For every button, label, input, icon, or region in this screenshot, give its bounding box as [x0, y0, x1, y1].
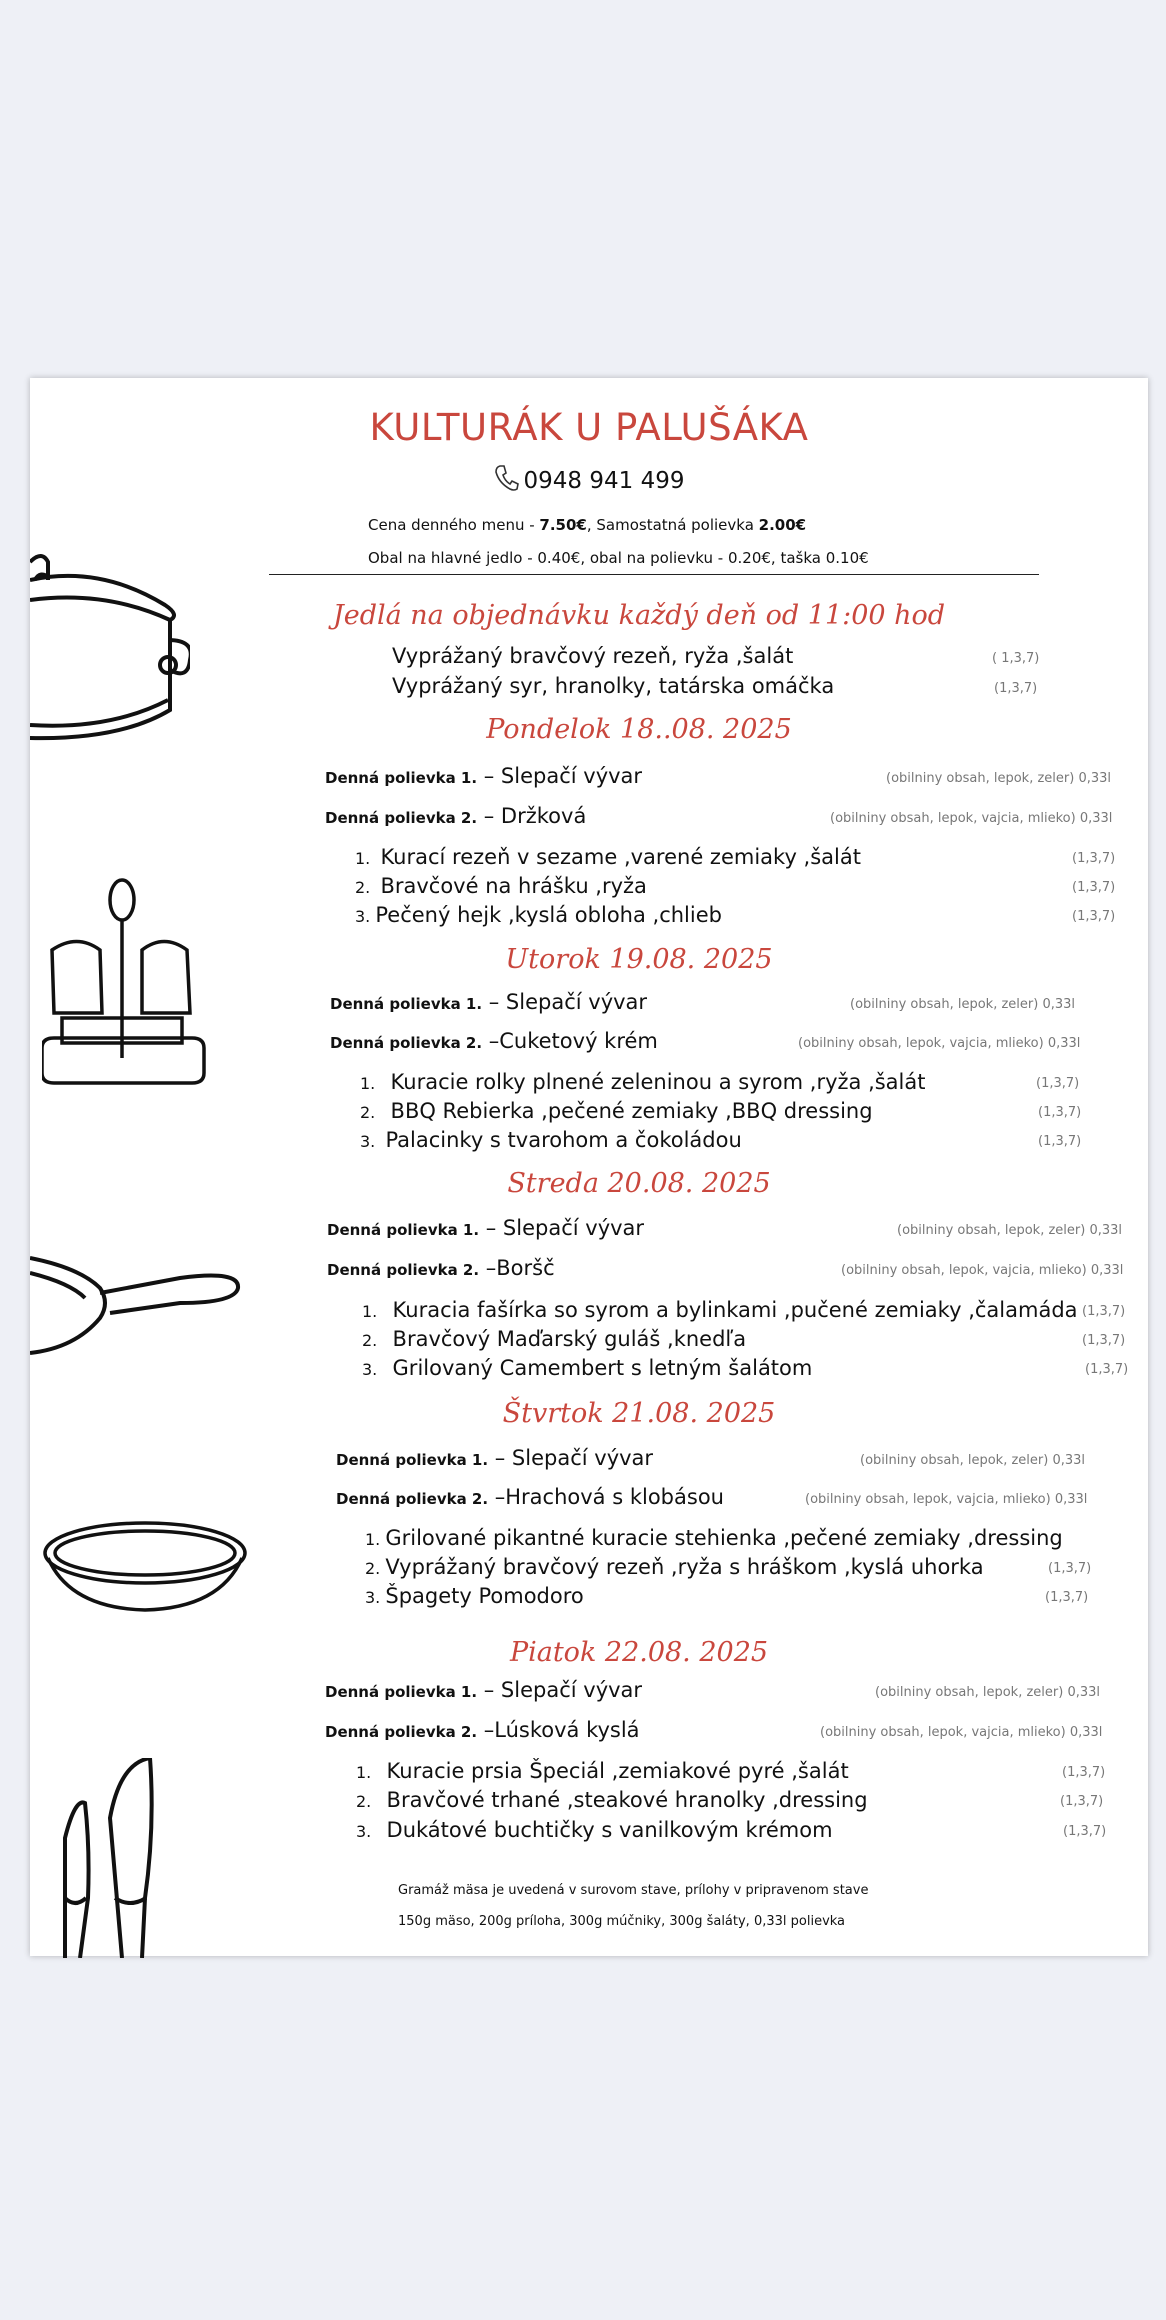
soup-sep: –	[477, 1718, 495, 1742]
main-row	[365, 1584, 584, 1608]
main-number: 3.	[365, 1588, 381, 1607]
soup-name: Slepačí vývar	[505, 990, 648, 1014]
soup-name: Hrachová s klobásou	[505, 1485, 724, 1509]
order-heading: Jedlá na objednávku každý deň od 11:00 hod	[332, 600, 946, 631]
soup-row	[325, 1718, 640, 1742]
soup-sep: –	[479, 1256, 497, 1280]
main-name: Pečený hejk ,kyslá obloha ,chlieb	[375, 903, 722, 927]
soup-label: Denná polievka 2.	[325, 809, 478, 827]
soup-row	[327, 1216, 644, 1240]
main-allergens: (1,3,7)	[1062, 1765, 1106, 1780]
soup-label: Denná polievka 2.	[327, 1261, 480, 1279]
phone-icon	[494, 464, 520, 492]
day-heading-tuesday: Utorok 19.08. 2025	[505, 944, 773, 975]
main-row	[360, 1128, 742, 1152]
main-row	[355, 903, 722, 927]
main-number: 1.	[356, 1763, 372, 1782]
main-allergens: (1,3,7)	[1038, 1134, 1082, 1149]
order-item-allergens: ( 1,3,7)	[992, 651, 1040, 666]
main-allergens: (1,3,7)	[1038, 1105, 1082, 1120]
soup-allergens: (obilniny obsah, lepok, zeler) 0,33l	[860, 1453, 1086, 1468]
soup-label: Denná polievka 2.	[325, 1723, 478, 1741]
day-heading-monday: Pondelok 18..08. 2025	[486, 714, 792, 745]
menu-price: 7.50€	[539, 516, 587, 534]
soup-name: Lúsková kyslá	[494, 1718, 640, 1742]
soup-sep: –	[488, 1485, 506, 1509]
header-divider	[269, 574, 1039, 575]
main-name: BBQ Rebierka ,pečené zemiaky ,BBQ dressing	[390, 1099, 873, 1123]
main-name: Kuracia fašírka so syrom a bylinkami ,pučené zemiaky ,čalamáda	[392, 1298, 1078, 1322]
main-number: 2.	[355, 878, 371, 897]
main-number: 3.	[362, 1360, 378, 1379]
order-item-allergens: (1,3,7)	[994, 681, 1038, 696]
soup-name: Slepačí vývar	[511, 1446, 654, 1470]
soup-label: Denná polievka 1.	[327, 1221, 480, 1239]
soup-label: Denná polievka 2.	[330, 1034, 483, 1052]
bowl-icon	[40, 1518, 250, 1618]
soup-allergens: (obilniny obsah, lepok, vajcia, mlieko) 0,33l	[841, 1263, 1124, 1278]
soup-label: Denná polievka 1.	[325, 1683, 478, 1701]
soup-label: Denná polievka 2.	[336, 1490, 489, 1508]
main-allergens: (1,3,7)	[1060, 1794, 1104, 1809]
main-name: Bravčový Maďarský guláš ,knedľa	[392, 1327, 747, 1351]
main-row	[355, 874, 647, 898]
main-allergens: (1,3,7)	[1072, 851, 1116, 866]
soup-sep: –	[477, 1678, 501, 1702]
main-number: 2.	[362, 1331, 378, 1350]
main-name: Palacinky s tvarohom a čokoládou	[385, 1128, 742, 1152]
main-row	[365, 1555, 984, 1579]
main-allergens: (1,3,7)	[1036, 1076, 1080, 1091]
main-row	[355, 845, 861, 869]
price-line	[368, 516, 806, 534]
day-heading-friday: Piatok 22.08. 2025	[509, 1637, 769, 1668]
soup-label: Denná polievka 1.	[325, 769, 478, 787]
main-number: 3.	[355, 907, 371, 926]
soup-row	[330, 990, 647, 1014]
main-allergens: (1,3,7)	[1072, 909, 1116, 924]
main-number: 1.	[355, 849, 371, 868]
main-row	[362, 1356, 812, 1380]
soup-sep: –	[488, 1446, 512, 1470]
footer-note: Gramáž mäsa je uvedená v surovom stave, prílohy v pripravenom stave	[398, 1883, 869, 1898]
phone-number[interactable]: 0948 941 499	[523, 468, 685, 494]
main-name: Kuracie rolky plnené zeleninou a syrom ,ryža ,šalát	[390, 1070, 926, 1094]
price-text-mid: , Samostatná polievka	[586, 516, 759, 534]
packaging-line: Obal na hlavné jedlo - 0.40€, obal na polievku - 0.20€, taška 0.10€	[368, 549, 869, 567]
main-allergens: (1,3,7)	[1085, 1362, 1129, 1377]
main-name: Kuracie prsia Špeciál ,zemiakové pyré ,šalát	[386, 1759, 849, 1783]
soup-sep: –	[479, 1216, 503, 1240]
main-allergens: (1,3,7)	[1072, 880, 1116, 895]
soup-allergens: (obilniny obsah, lepok, vajcia, mlieko) 0,33l	[830, 811, 1113, 826]
soup-row	[325, 804, 586, 828]
main-name: Bravčové trhané ,steakové hranolky ,dressing	[386, 1788, 868, 1812]
day-heading-wednesday: Streda 20.08. 2025	[507, 1168, 771, 1199]
main-allergens: (1,3,7)	[1045, 1590, 1089, 1605]
main-allergens: (1,3,7)	[1048, 1561, 1092, 1576]
soup-label: Denná polievka 1.	[330, 995, 483, 1013]
order-item: Vyprážaný bravčový rezeň, ryža ,šalát	[392, 644, 794, 668]
main-number: 3.	[356, 1822, 372, 1841]
soup-name: Cuketový krém	[499, 1029, 658, 1053]
soup-name: Boršč	[496, 1256, 555, 1280]
soup-allergens: (obilniny obsah, lepok, vajcia, mlieko) 0,33l	[805, 1492, 1088, 1507]
soup-name: Slepačí vývar	[500, 764, 643, 788]
main-name: Grilovaný Camembert s letným šalátom	[392, 1356, 813, 1380]
soup-row	[330, 1029, 658, 1053]
day-heading-thursday: Štvrtok 21.08. 2025	[502, 1398, 776, 1429]
main-row	[365, 1526, 1063, 1550]
menu-page	[30, 378, 1148, 1956]
main-allergens: (1,3,7)	[1082, 1333, 1126, 1348]
soup-allergens: (obilniny obsah, lepok, vajcia, mlieko) 0,33l	[820, 1725, 1103, 1740]
soup-row	[327, 1256, 555, 1280]
soup-row	[336, 1485, 724, 1509]
order-item: Vyprážaný syr, hranolky, tatárska omáčka	[392, 674, 835, 698]
main-number: 2.	[365, 1559, 381, 1578]
main-row	[360, 1099, 873, 1123]
main-row	[356, 1788, 868, 1812]
soup-allergens: (obilniny obsah, lepok, zeler) 0,33l	[886, 771, 1112, 786]
soup-allergens: (obilniny obsah, lepok, zeler) 0,33l	[875, 1685, 1101, 1700]
soup-sep: –	[482, 1029, 500, 1053]
soup-sep: –	[477, 764, 501, 788]
soup-name: Slepačí vývar	[502, 1216, 645, 1240]
restaurant-title: KULTURÁK U PALUŠÁKA	[369, 406, 809, 449]
soup-name: Slepačí vývar	[500, 1678, 643, 1702]
price-text: Cena denného menu -	[368, 516, 540, 534]
main-number: 1.	[360, 1074, 376, 1093]
main-name: Dukátové buchtičky s vanilkovým krémom	[386, 1818, 833, 1842]
salt-pepper-shakers-icon	[42, 878, 207, 1098]
soup-sep: –	[482, 990, 506, 1014]
frying-pan-icon	[30, 1248, 245, 1368]
footer-note: 150g mäso, 200g príloha, 300g múčniky, 300g šaláty, 0,33l polievka	[398, 1914, 846, 1929]
main-name: Bravčové na hrášku ,ryža	[380, 874, 647, 898]
main-row	[362, 1298, 1078, 1322]
soup-row	[336, 1446, 653, 1470]
soup-row	[325, 764, 642, 788]
main-row	[356, 1759, 849, 1783]
soup-allergens: (obilniny obsah, lepok, zeler) 0,33l	[897, 1223, 1123, 1238]
main-name: Kurací rezeň v sezame ,varené zemiaky ,šalát	[380, 845, 861, 869]
phone-line	[30, 464, 1148, 494]
main-name: Grilované pikantné kuracie stehienka ,pečené zemiaky ,dressing	[385, 1526, 1063, 1550]
main-name: Vyprážaný bravčový rezeň ,ryža s hráškom ,kyslá uhorka	[385, 1555, 984, 1579]
main-row	[356, 1818, 833, 1842]
soup-allergens: (obilniny obsah, lepok, vajcia, mlieko) 0,33l	[798, 1036, 1081, 1051]
main-number: 2.	[360, 1103, 376, 1122]
main-row	[362, 1327, 746, 1351]
soup-label: Denná polievka 1.	[336, 1451, 489, 1469]
main-allergens: (1,3,7)	[1082, 1304, 1126, 1319]
soup-allergens: (obilniny obsah, lepok, zeler) 0,33l	[850, 997, 1076, 1012]
main-number: 1.	[362, 1302, 378, 1321]
main-name: Špagety Pomodoro	[385, 1584, 584, 1608]
soup-row	[325, 1678, 642, 1702]
knives-icon	[50, 1758, 190, 1958]
main-number: 2.	[356, 1792, 372, 1811]
soup-sep: –	[477, 804, 501, 828]
soup-price: 2.00€	[758, 516, 807, 534]
main-number: 3.	[360, 1132, 376, 1151]
main-allergens: (1,3,7)	[1063, 1824, 1107, 1839]
soup-name: Držková	[500, 804, 587, 828]
main-row	[360, 1070, 926, 1094]
main-number: 1.	[365, 1530, 381, 1549]
